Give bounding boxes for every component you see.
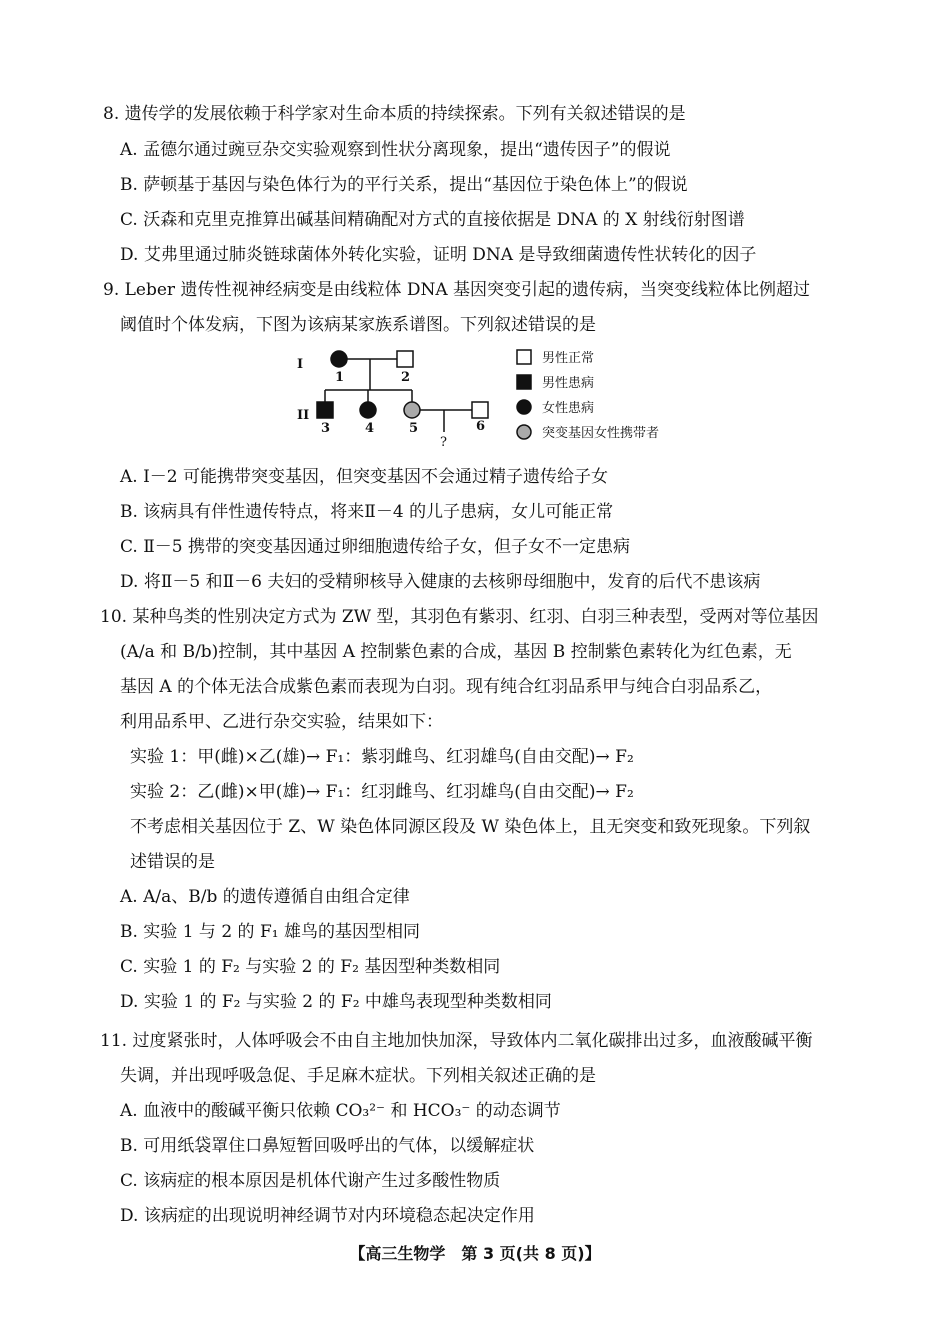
pedigree-chart	[0, 0, 950, 460]
pedigree-label-4: 4	[365, 421, 375, 436]
legend-affected-male: 男性患病	[542, 376, 595, 391]
q10-experiment-1: 实验 1：甲(雌)×乙(雄)→ F₁：紫羽雌鸟、红羽雄鸟(自由交配)→ F₂	[130, 747, 634, 767]
legend-carrier-female: 突变基因女性携带者	[542, 426, 660, 441]
q8-option-d: D. 艾弗里通过肺炎链球菌体外转化实验，证明 DNA 是导致细菌遗传性状转化的因子	[120, 245, 757, 265]
q9-stem-line2: 阈值时个体发病，下图为该病某家族系谱图。下列叙述错误的是	[120, 315, 596, 335]
pedigree-i2-normal-male	[397, 351, 413, 367]
legend-normal-male-icon	[517, 350, 531, 364]
pedigree-i1-affected-female	[331, 351, 347, 367]
pedigree-ii5-carrier-female	[404, 402, 420, 418]
q11-stem-line2: 失调，并出现呼吸急促、手足麻木症状。下列相关叙述正确的是	[120, 1066, 596, 1086]
q9-option-c: C. Ⅱ－5 携带的突变基因通过卵细胞遗传给子女，但子女不一定患病	[120, 537, 630, 557]
q10-option-c: C. 实验 1 的 F₂ 与实验 2 的 F₂ 基因型种类数相同	[120, 957, 501, 977]
q8-option-a: A. 孟德尔通过豌豆杂交实验观察到性状分离现象，提出“遗传因子”的假说	[120, 140, 671, 160]
pedigree-label-5: 5	[409, 421, 419, 436]
q10-option-a: A. A/a、B/b 的遗传遵循自由组合定律	[120, 887, 410, 907]
q9-option-d: D. 将Ⅱ－5 和Ⅱ－6 夫妇的受精卵核导入健康的去核卵母细胞中，发育的后代不患该病	[120, 572, 761, 592]
q10-stem-line2: (A/a 和 B/b)控制，其中基因 A 控制紫色素的合成，基因 B 控制紫色素转化为红色素，无	[120, 642, 792, 662]
legend-carrier-female-icon	[517, 425, 531, 439]
pedigree-ii4-affected-female	[360, 402, 376, 418]
q9-option-a: A. Ⅰ－2 可能携带突变基因，但突变基因不会通过精子遗传给子女	[120, 467, 609, 487]
q10-option-b: B. 实验 1 与 2 的 F₁ 雄鸟的基因型相同	[120, 922, 420, 942]
pedigree-label-6: 6	[476, 419, 486, 434]
q11-option-d: D. 该病症的出现说明神经调节对内环境稳态起决定作用	[120, 1206, 535, 1226]
pedigree-label-1: 1	[335, 370, 345, 385]
q8-option-c: C. 沃森和克里克推算出碱基间精确配对方式的直接依据是 DNA 的 X 射线衍射图谱	[120, 210, 745, 230]
pedigree-unknown-child: ?	[440, 435, 447, 450]
legend-affected-female-icon	[517, 400, 531, 414]
q8-stem: 8. 遗传学的发展依赖于科学家对生命本质的持续探索。下列有关叙述错误的是	[103, 104, 686, 124]
q10-experiment-2: 实验 2：乙(雌)×甲(雄)→ F₁：红羽雌鸟、红羽雄鸟(自由交配)→ F₂	[130, 782, 634, 802]
q9-option-b: B. 该病具有伴性遗传特点，将来Ⅱ－4 的儿子患病，女儿可能正常	[120, 502, 614, 522]
pedigree-ii6-normal-male	[472, 402, 488, 418]
q10-stem-line4: 利用品系甲、乙进行杂交实验，结果如下：	[120, 712, 443, 732]
pedigree-label-3: 3	[321, 421, 331, 436]
pedigree-gen-label-2: II	[297, 408, 310, 423]
q10-option-d: D. 实验 1 的 F₂ 与实验 2 的 F₂ 中雄鸟表现型种类数相同	[120, 992, 552, 1012]
legend-normal-male: 男性正常	[542, 351, 595, 366]
page-footer: 【高三生物学 第 3 页(共 8 页)】	[349, 1244, 601, 1263]
pedigree-gen-label-1: I	[297, 357, 304, 372]
q11-option-a: A. 血液中的酸碱平衡只依赖 CO₃²⁻ 和 HCO₃⁻ 的动态调节	[120, 1101, 561, 1121]
q10-stem-line1: 10. 某种鸟类的性别决定方式为 ZW 型，其羽色有紫羽、红羽、白羽三种表型，受两对等位基因	[100, 607, 819, 627]
q9-stem-line1: 9. Leber 遗传性视神经病变是由线粒体 DNA 基因突变引起的遗传病，当突变线粒体比例超过	[103, 280, 811, 300]
legend-affected-female: 女性患病	[542, 401, 595, 416]
q10-stem2-line1: 不考虑相关基因位于 Z、W 染色体同源区段及 W 染色体上，且无突变和致死现象。下列叙	[130, 817, 811, 837]
legend-affected-male-icon	[517, 375, 531, 389]
q11-option-b: B. 可用纸袋罩住口鼻短暂回吸呼出的气体，以缓解症状	[120, 1136, 535, 1156]
q10-stem2-line2: 述错误的是	[130, 852, 215, 872]
q11-stem-line1: 11. 过度紧张时，人体呼吸会不由自主地加快加深，导致体内二氧化碳排出过多，血液酸碱平衡	[100, 1031, 813, 1051]
pedigree-ii3-affected-male	[317, 402, 333, 418]
q8-option-b: B. 萨顿基于基因与染色体行为的平行关系，提出“基因位于染色体上”的假说	[120, 175, 688, 195]
q11-option-c: C. 该病症的根本原因是机体代谢产生过多酸性物质	[120, 1171, 501, 1191]
q10-stem-line3: 基因 A 的个体无法合成紫色素而表现为白羽。现有纯合红羽品系甲与纯合白羽品系乙，	[120, 677, 773, 697]
pedigree-label-2: 2	[401, 370, 411, 385]
